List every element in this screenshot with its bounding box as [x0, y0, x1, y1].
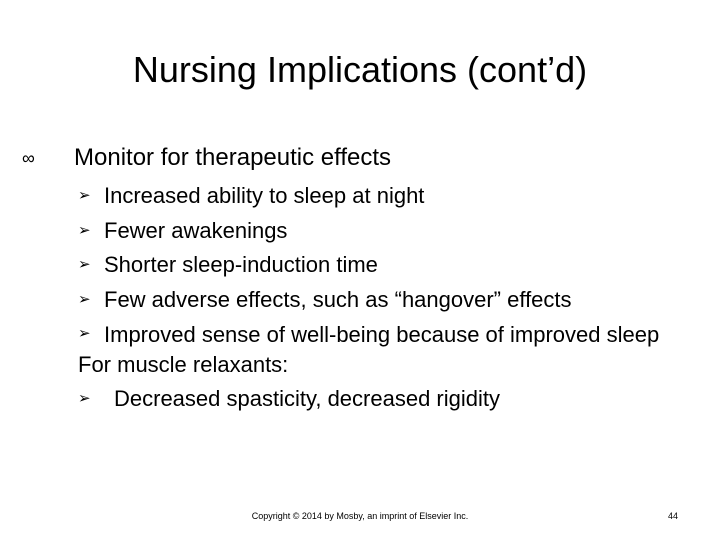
- sub-bullet: [78, 248, 678, 283]
- copyright-footer: Copyright © 2014 by Mosby, an imprint of Elsevier Inc.: [251, 511, 469, 521]
- sub-bullet-text: Improved sense of well-being because of improved sleep: [104, 322, 660, 347]
- sub-bullet-text: Shorter sleep-induction time: [104, 252, 378, 277]
- infinity-bullet-icon: ∞: [22, 148, 35, 168]
- sub-bullet: [78, 382, 678, 417]
- muscle-relaxants-heading: For muscle relaxants:: [78, 351, 289, 377]
- arrowhead-bullet-icon: ➢: [78, 221, 91, 239]
- sub-bullet-text: Few adverse effects, such as “hangover” effects: [104, 286, 572, 312]
- main-bullet: [22, 142, 391, 174]
- sub-bullet: [78, 283, 678, 318]
- arrowhead-bullet-icon: ➢: [78, 325, 91, 342]
- sub-bullet: [78, 317, 678, 352]
- sub-bullet-text: Increased ability to sleep at night: [104, 183, 425, 208]
- sub-bullet: [78, 179, 678, 214]
- arrowhead-bullet-icon: ➢: [78, 187, 91, 204]
- page-number: 44: [667, 511, 678, 521]
- slide-title: Nursing Implications (cont’d): [132, 49, 588, 90]
- sub-bullet-text: Fewer awakenings: [104, 217, 288, 243]
- sub-bullet: [78, 214, 678, 249]
- arrowhead-bullet-icon: ➢: [78, 256, 91, 273]
- arrowhead-bullet-icon: ➢: [78, 389, 91, 407]
- main-bullet-text: Monitor for therapeutic effects: [74, 144, 392, 171]
- arrowhead-bullet-icon: ➢: [78, 290, 91, 308]
- sub-bullet-text: Decreased spasticity, decreased rigidity: [114, 385, 500, 411]
- sub-bullet-list: [78, 179, 678, 416]
